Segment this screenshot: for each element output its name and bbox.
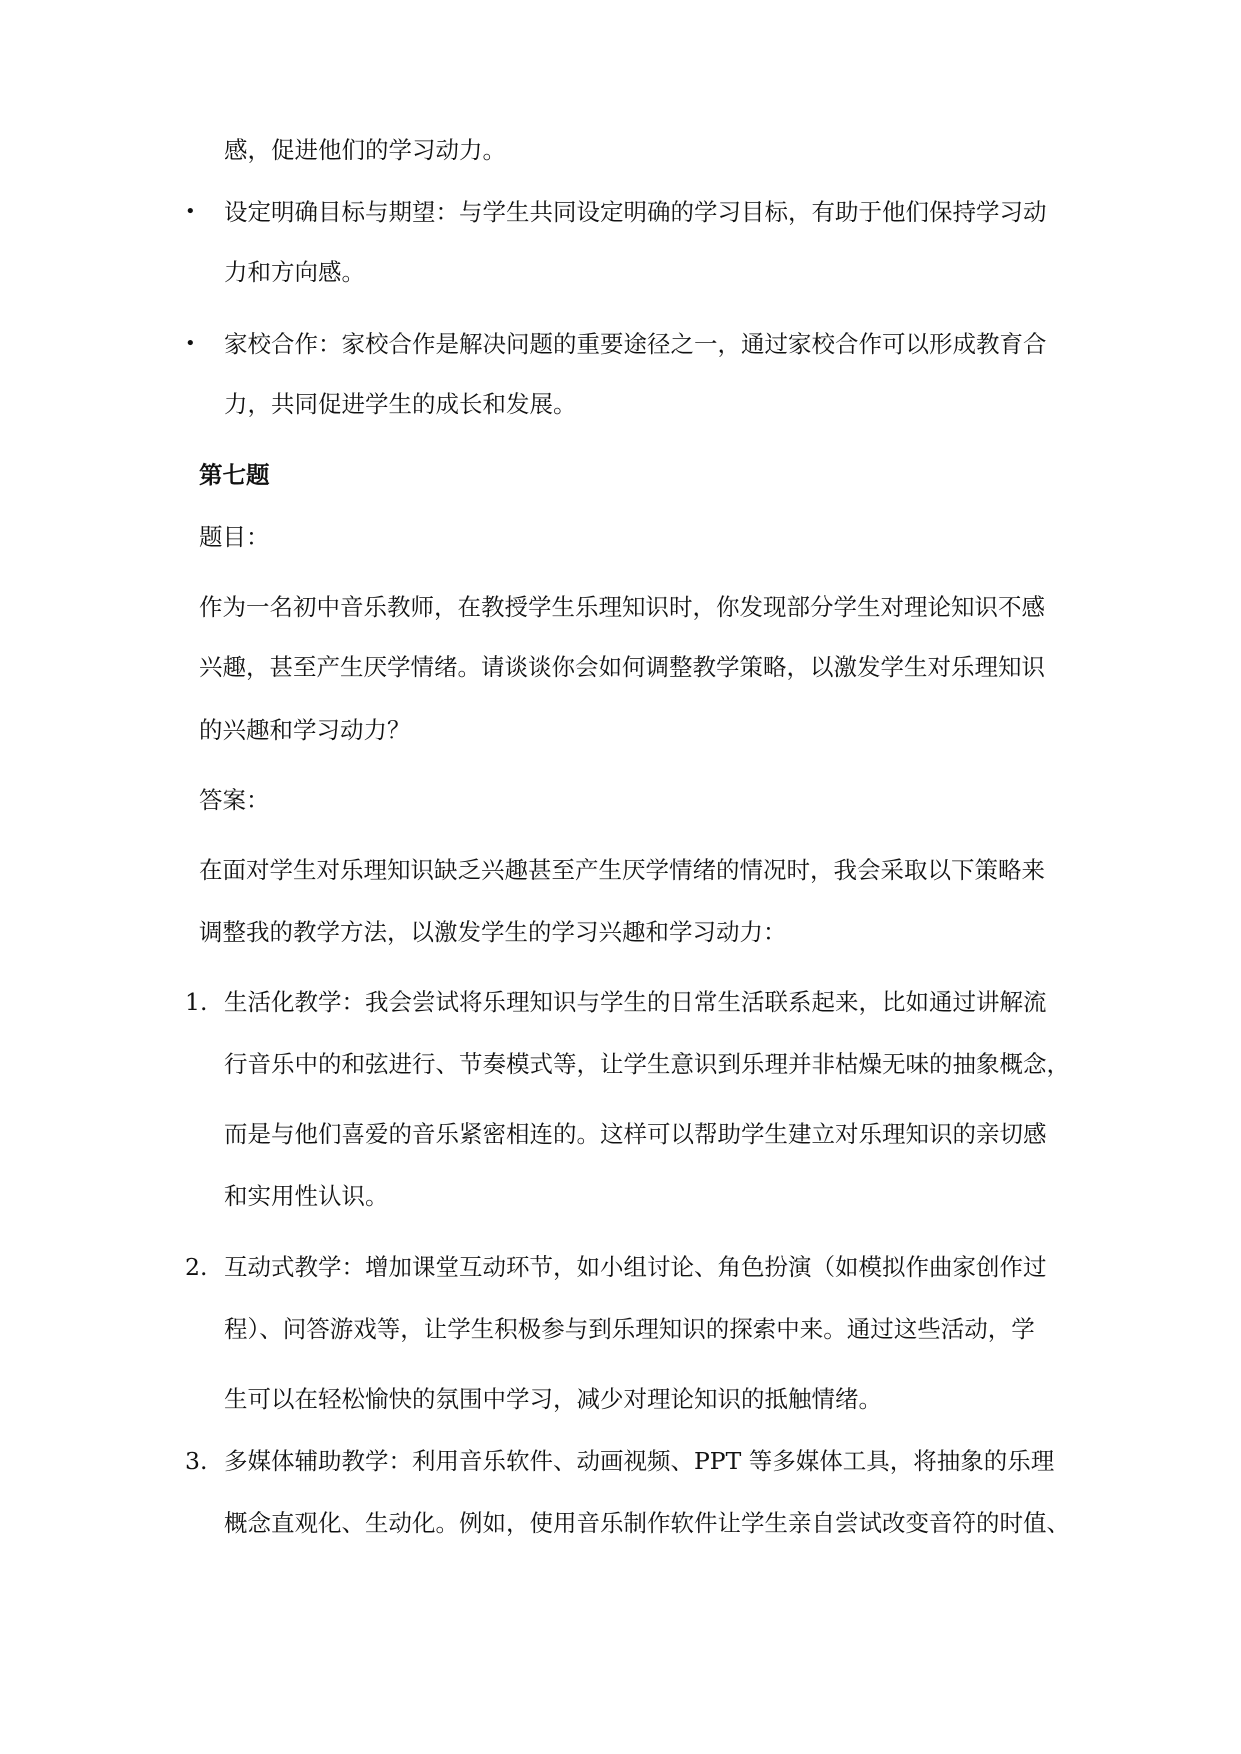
section-heading: 第七题 <box>199 461 270 489</box>
bullet-marker: • <box>185 333 196 354</box>
list-number: 3. <box>185 1447 208 1475</box>
bullet-text-line: 力和方向感。 <box>224 258 365 286</box>
answer-label: 答案： <box>199 786 270 814</box>
list-item-line: 生活化教学：我会尝试将乐理知识与学生的日常生活联系起来，比如通过讲解流 <box>224 988 1047 1016</box>
continuation-line: 感，促进他们的学习动力。 <box>224 136 506 164</box>
question-label: 题目： <box>199 523 270 551</box>
question-line: 兴趣，甚至产生厌学情绪。请谈谈你会如何调整教学策略，以激发学生对乐理知识 <box>199 653 1045 681</box>
answer-intro-line: 调整我的教学方法，以激发学生的学习兴趣和学习动力： <box>199 918 787 946</box>
list-number: 2. <box>185 1253 208 1281</box>
bullet-text-line: 家校合作：家校合作是解决问题的重要途径之一，通过家校合作可以形成教育合 <box>224 330 1047 358</box>
list-item-line: 行音乐中的和弦进行、节奏模式等，让学生意识到乐理并非枯燥无味的抽象概念， <box>224 1050 1070 1078</box>
list-item-line: 生可以在轻松愉快的氛围中学习，减少对理论知识的抵触情绪。 <box>224 1385 882 1413</box>
bullet-text-line: 设定明确目标与期望：与学生共同设定明确的学习目标，有助于他们保持学习动 <box>224 198 1047 226</box>
list-item-line: 互动式教学：增加课堂互动环节，如小组讨论、角色扮演（如模拟作曲家创作过 <box>224 1253 1047 1281</box>
question-line: 作为一名初中音乐教师，在教授学生乐理知识时，你发现部分学生对理论知识不感 <box>199 593 1045 621</box>
list-item-line: 多媒体辅助教学：利用音乐软件、动画视频、PPT 等多媒体工具，将抽象的乐理 <box>224 1447 1055 1475</box>
list-item-line: 概念直观化、生动化。例如，使用音乐制作软件让学生亲自尝试改变音符的时值、 <box>224 1509 1070 1537</box>
list-item-line: 而是与他们喜爱的音乐紧密相连的。这样可以帮助学生建立对乐理知识的亲切感 <box>224 1120 1047 1148</box>
question-line: 的兴趣和学习动力？ <box>199 716 411 744</box>
answer-intro-line: 在面对学生对乐理知识缺乏兴趣甚至产生厌学情绪的情况时，我会采取以下策略来 <box>199 856 1045 884</box>
list-number: 1. <box>185 988 208 1016</box>
list-item-line: 和实用性认识。 <box>224 1182 389 1210</box>
list-item-line: 程）、问答游戏等，让学生积极参与到乐理知识的探索中来。通过这些活动，学 <box>224 1315 1035 1343</box>
bullet-marker: • <box>185 201 196 222</box>
bullet-text-line: 力，共同促进学生的成长和发展。 <box>224 390 577 418</box>
